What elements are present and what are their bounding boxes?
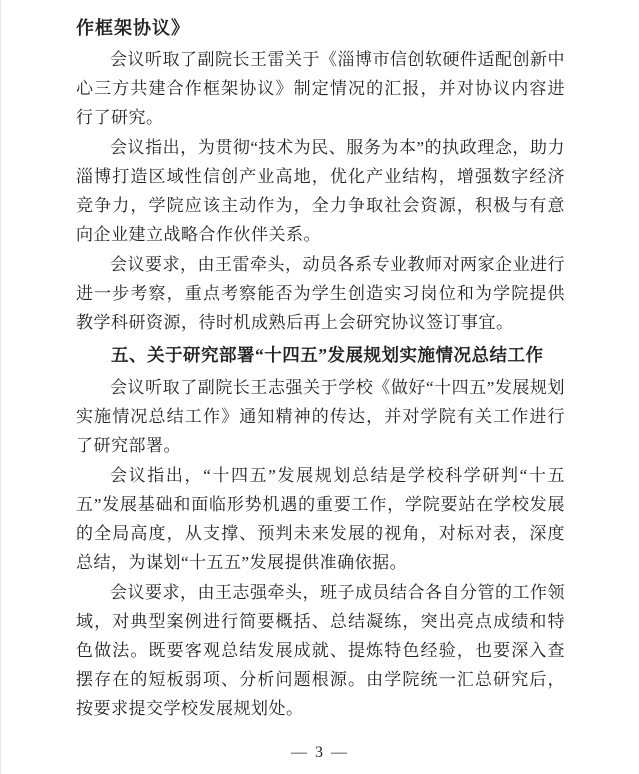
agenda-title-continuation: 作框架协议》	[76, 18, 190, 38]
paragraph-meeting-pointed-out-plan-summary: 会议指出，“十四五”发展规划总结是学校科学研判“十五五”发展基础和面临形势机遇的重要工作，学院要站在学校发展的全局高度，从支撑、预判未来发展的视角，对标对表，深度总结，为谋划“十五五”发展提供准确依据。	[76, 466, 565, 572]
paragraph-meeting-pointed-out-industry: 会议指出，为贯彻“技术为民、服务为本”的执政理念，助力淄博打造区域性信创产业高地，优化产业结构，增强数字经济竞争力，学院应该主动作为，全力争取社会资源，积极与有意向企业建立战略合作伙伴关系。	[76, 138, 565, 244]
paragraph-meeting-heard-wangzhiqiang: 会议听取了副院长王志强关于学校《做好“十四五”发展规划实施情况总结工作》通知精神的传达，并对学院有关工作进行了研究部署。	[76, 378, 565, 455]
section-heading-five: 五、关于研究部署“十四五”发展规划实施情况总结工作	[111, 345, 544, 365]
paragraph-meeting-heard-wanglei: 会议听取了副院长王雷关于《淄博市信创软硬件适配创新中心三方共建合作框架协议》制定情况的汇报，并对协议内容进行了研究。	[76, 50, 565, 127]
page-number: — 3 —	[291, 744, 349, 761]
paragraph-meeting-required-wangzhiqiang: 会议要求，由王志强牵头，班子成员结合各自分管的工作领域，对典型案例进行简要概括、总结凝练，突出亮点成绩和特色做法。既要客观总结发展成就、提炼特色经验，也要深入查摆存在的短板弱项、分析问题根源。由学院统一汇总研究后，按要求提交学校发展规划处。	[76, 583, 565, 718]
paragraph-meeting-required-wanglei: 会议要求，由王雷牵头，动员各系专业教师对两家企业进行进一步考察，重点考察能否为学生创造实习岗位和为学院提供教学科研资源，待时机成熟后再上会研究协议签订事宜。	[76, 255, 565, 332]
